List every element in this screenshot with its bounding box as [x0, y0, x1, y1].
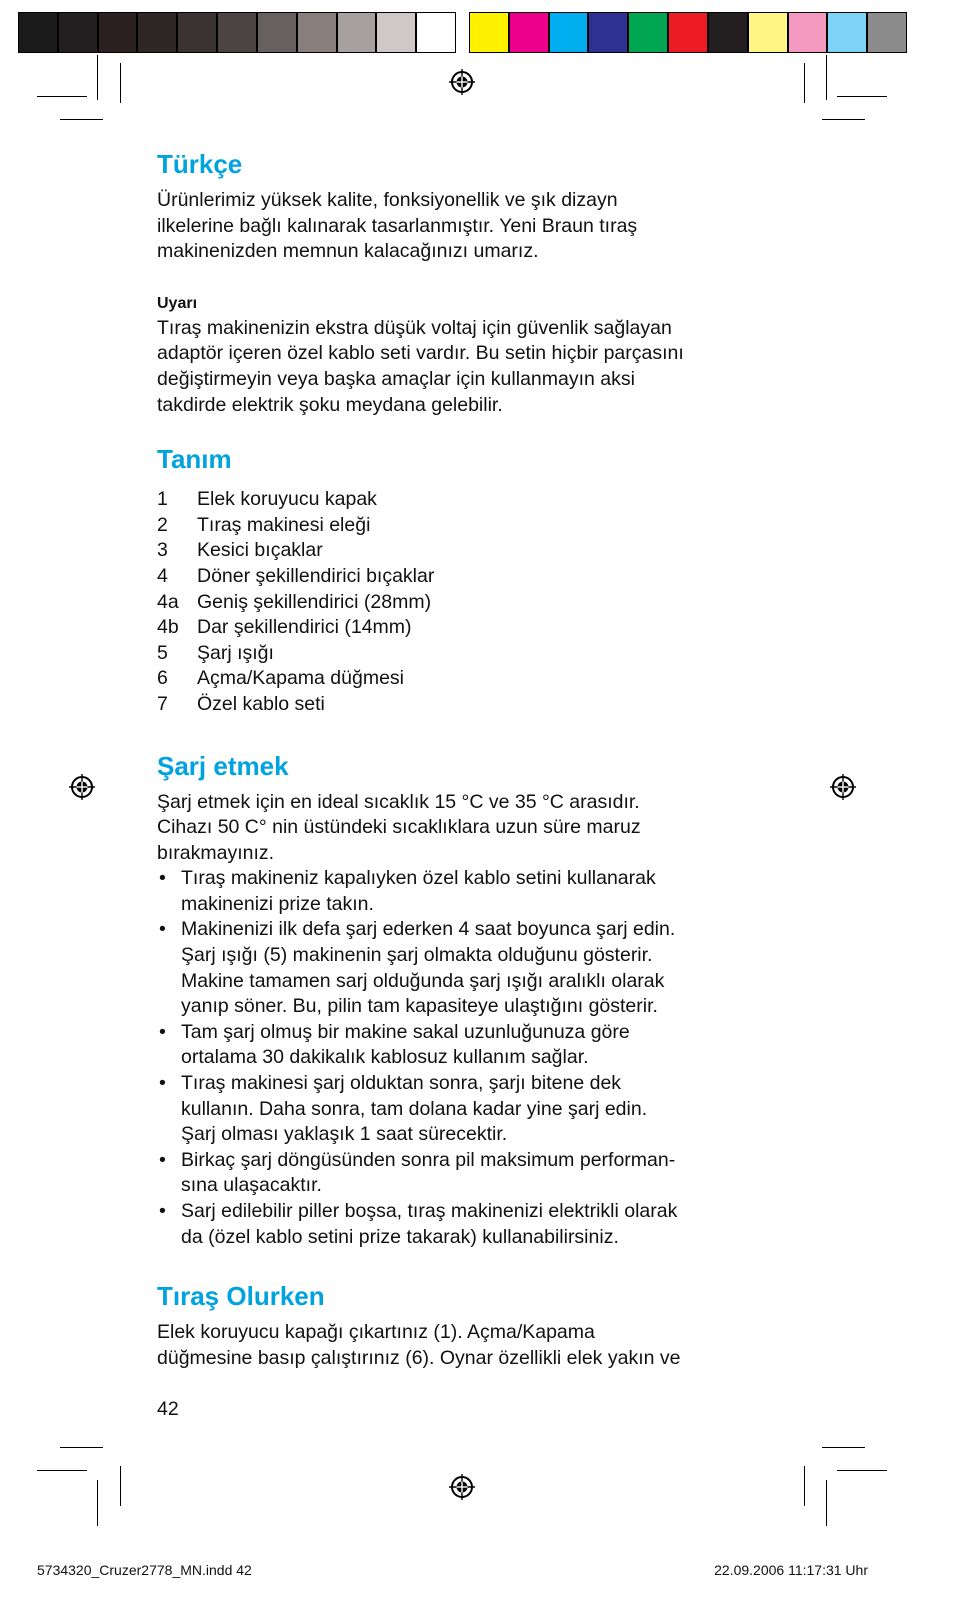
text-line: Ürünlerimiz yüksek kalite, fonksiyonellik ve şık dizayn: [157, 189, 618, 211]
text-line: makinenizden memnun kalacağınızı umarız.: [157, 240, 539, 263]
text-line: Şarj olması yaklaşık 1 saat sürecektir.: [181, 1123, 508, 1146]
crop-mark: [822, 1447, 865, 1448]
text-line: Elek koruyucu kapağı çıkartınız (1). Açma/Kapama: [157, 1321, 595, 1344]
process-color-bar: [469, 12, 907, 53]
color-swatch: [748, 12, 788, 53]
parts-list-item: [157, 666, 797, 692]
color-swatch: [827, 12, 867, 53]
color-swatch: [58, 12, 98, 53]
text-line: bırakmayınız.: [157, 841, 275, 864]
part-label: Açma/Kapama düğmesi: [197, 667, 405, 690]
color-swatch: [257, 12, 297, 53]
text-line: Tıraş makineniz kapalıyken özel kablo setini kullanarak: [181, 867, 656, 890]
parts-list-item: [157, 513, 797, 539]
shaving-paragraph: [157, 1320, 797, 1371]
intro-paragraph: [157, 188, 797, 265]
parts-list-item: [157, 564, 797, 590]
charging-bullet: [157, 866, 797, 917]
footer-timestamp: 22.09.2006 11:17:31 Uhr: [714, 1562, 868, 1578]
text-line: makinenizi prize takın.: [181, 892, 374, 915]
color-swatch: [668, 12, 708, 53]
text-line: Şarj ışığı (5) makinenin şarj olmakta olduğunu gösterir.: [181, 944, 653, 967]
crop-mark: [804, 63, 805, 103]
part-number: 1: [157, 488, 168, 511]
warning-paragraph: [157, 316, 797, 418]
text-line: Tıraş makinesi şarj olduktan sonra, şarjı bitene dek: [181, 1072, 622, 1095]
charging-bullet: [157, 1020, 797, 1071]
crop-mark: [804, 1466, 805, 1506]
warning-title: Uyarı: [157, 294, 198, 312]
color-swatch: [588, 12, 628, 53]
text-line: Makinenizi ilk defa şarj ederken 4 saat boyunca şarj edin.: [181, 918, 676, 941]
crop-mark: [60, 1447, 103, 1448]
charging-bullet-list: [157, 866, 797, 1250]
crop-mark: [837, 96, 887, 97]
text-line: değiştirmeyin veya başka amaçlar için kullanmayın aksi: [157, 367, 635, 390]
part-number: 4a: [157, 590, 179, 613]
color-swatch: [217, 12, 257, 53]
section-heading-tanim: Tanım: [157, 444, 232, 475]
parts-list: [157, 487, 797, 717]
section-heading-turkce: Türkçe: [157, 149, 243, 179]
registration-target-icon: [830, 774, 856, 800]
color-swatch: [469, 12, 509, 53]
color-swatch: [788, 12, 828, 53]
parts-list-item: [157, 590, 797, 616]
crop-mark: [120, 1466, 121, 1506]
crop-mark: [826, 1480, 827, 1526]
part-number: 4b: [157, 616, 179, 639]
color-swatch: [867, 12, 907, 53]
charging-intro: [157, 790, 797, 867]
text-line: Tıraş makinenizin ekstra düşük voltaj için güvenlik sağlayan: [157, 316, 672, 339]
part-number: 6: [157, 667, 168, 690]
crop-mark: [837, 1470, 887, 1471]
part-label: Tıraş makinesi eleği: [197, 513, 371, 536]
parts-list-item: [157, 615, 797, 641]
charging-bullet: [157, 1148, 797, 1199]
part-number: 5: [157, 641, 168, 664]
text-line: ilkelerine bağlı kalınarak tasarlanmıştır. Yeni Braun tıraş: [157, 214, 638, 237]
crop-mark: [37, 96, 87, 97]
color-swatch: [416, 12, 456, 53]
charging-bullet: [157, 917, 797, 1019]
part-label: Geniş şekillendirici (28mm): [197, 590, 432, 613]
text-line: yanıp söner. Bu, pilin tam kapasiteye ulaştığını gösterir.: [181, 995, 658, 1018]
parts-list-item: [157, 538, 797, 564]
text-line: Birkaç şarj döngüsünden sonra pil maksimum performan-: [181, 1148, 676, 1171]
page-content: [157, 148, 797, 1371]
part-label: Elek koruyucu kapak: [197, 488, 377, 511]
text-line: kullanın. Daha sonra, tam dolana kadar yine şarj edin.: [181, 1097, 648, 1120]
color-swatch: [297, 12, 337, 53]
color-swatch: [337, 12, 377, 53]
crop-mark: [826, 55, 827, 100]
color-swatch: [137, 12, 177, 53]
section-heading-tiras: Tıraş Olurken: [157, 1281, 325, 1312]
text-line: adaptör içeren özel kablo seti vardır. Bu setin hiçbir parçasını: [157, 342, 684, 365]
crop-mark: [37, 1470, 87, 1471]
text-line: Makine tamamen sarj olduğunda şarj ışığı aralıklı olarak: [181, 969, 665, 992]
text-line: takdirde elektrik şoku meydana gelebilir.: [157, 393, 503, 416]
crop-mark: [60, 119, 103, 120]
registration-target-icon: [449, 1474, 475, 1500]
part-number: 3: [157, 539, 168, 562]
color-swatch: [98, 12, 138, 53]
text-line: Sarj edilebilir piller boşsa, tıraş makinenizi elektrikli olarak: [181, 1200, 678, 1222]
text-line: Şarj etmek için en ideal sıcaklık 15 °C ve 35 °C arasıdır.: [157, 790, 640, 813]
crop-mark: [822, 119, 865, 120]
text-line: düğmesine basıp çalıştırınız (6). Oynar özellikli elek yakın ve: [157, 1346, 681, 1369]
part-label: Şarj ışığı: [197, 641, 274, 664]
grayscale-color-bar: [18, 12, 456, 53]
text-line: Tam şarj olmuş bir makine sakal uzunluğunuza göre: [181, 1020, 630, 1043]
part-label: Döner şekillendirici bıçaklar: [197, 564, 435, 587]
part-number: 2: [157, 513, 168, 536]
color-swatch: [18, 12, 58, 53]
color-swatch: [549, 12, 589, 53]
parts-list-item: [157, 487, 797, 513]
part-label: Dar şekillendirici (14mm): [197, 616, 412, 639]
footer-file-slug: 5734320_Cruzer2778_MN.indd 42: [37, 1562, 252, 1578]
color-swatch: [177, 12, 217, 53]
text-line: ortalama 30 dakikalık kablosuz kullanım sağlar.: [181, 1046, 589, 1069]
crop-mark: [97, 55, 98, 100]
text-line: sına ulaşacaktır.: [181, 1174, 322, 1197]
charging-bullet: [157, 1071, 797, 1148]
crop-mark: [97, 1480, 98, 1526]
page-number: 42: [157, 1398, 179, 1420]
part-number: 7: [157, 692, 168, 715]
registration-target-icon: [69, 774, 95, 800]
text-line: da (özel kablo setini prize takarak) kullanabilirsiniz.: [181, 1225, 619, 1248]
parts-list-item: [157, 692, 797, 718]
color-swatch: [628, 12, 668, 53]
part-number: 4: [157, 564, 168, 587]
parts-list-item: [157, 641, 797, 667]
charging-bullet: [157, 1199, 797, 1250]
color-swatch: [376, 12, 416, 53]
part-label: Özel kablo seti: [197, 692, 325, 715]
section-heading-sarj: Şarj etmek: [157, 750, 289, 781]
color-swatch: [708, 12, 748, 53]
registration-target-icon: [449, 69, 475, 95]
color-swatch: [509, 12, 549, 53]
part-label: Kesici bıçaklar: [197, 539, 323, 562]
text-line: Cihazı 50 C° nin üstündeki sıcaklıklara uzun süre maruz: [157, 816, 641, 839]
crop-mark: [120, 63, 121, 103]
